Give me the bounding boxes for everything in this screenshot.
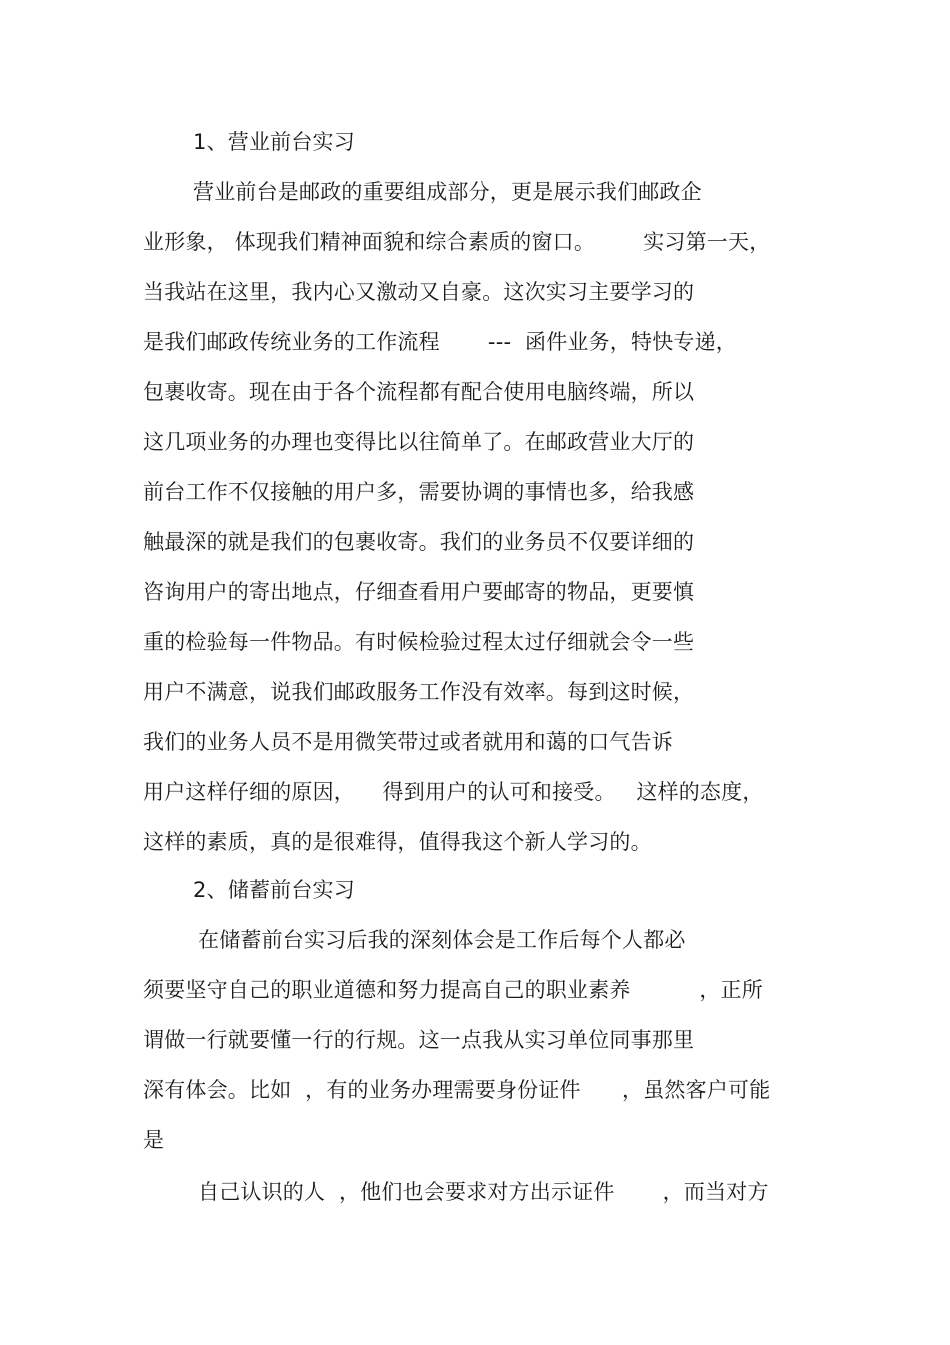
paragraph-line: 谓做一行就要懂一行的行规。这一点我从实习单位同事那里	[143, 1028, 695, 1052]
paragraph-line: 这样的素质，真的是很难得，值得我这个新人学习的。	[143, 830, 652, 854]
paragraph-line: 咨询用户的寄出地点，仔细查看用户要邮寄的物品，更要慎	[143, 580, 695, 604]
paragraph-line: 深有体会。比如 ，有的业务办理需要身份证件 ，虽然客户可能	[143, 1078, 771, 1102]
paragraph-line: 包裹收寄。现在由于各个流程都有配合使用电脑终端，所以	[143, 380, 695, 404]
section-heading-1: 1、营业前台实习	[193, 130, 355, 154]
paragraph-line: 须要坚守自己的职业道德和努力提高自己的职业素养 ，正所	[143, 978, 763, 1002]
paragraph-line: 是	[143, 1128, 165, 1152]
paragraph-line: 这几项业务的办理也变得比以往简单了。在邮政营业大厅的	[143, 430, 695, 454]
paragraph-line: 我们的业务人员不是用微笑带过或者就用和蔼的口气告诉	[143, 730, 673, 754]
paragraph-line: 用户不满意，说我们邮政服务工作没有效率。每到这时候，	[143, 680, 695, 704]
paragraph-line: 营业前台是邮政的重要组成部分，更是展示我们邮政企	[193, 180, 702, 204]
paragraph-line: 重的检验每一件物品。有时候检验过程太过仔细就会令一些	[143, 630, 695, 654]
paragraph-line: 用户这样仔细的原因， 得到用户的认可和接受。 这样的态度，	[143, 780, 764, 804]
paragraph-line: 业形象， 体现我们精神面貌和综合素质的窗口。 实习第一天，	[143, 230, 771, 254]
paragraph-line: 自己认识的人 ，他们也会要求对方出示证件 ，而当对方	[198, 1180, 769, 1204]
paragraph-line: 触最深的就是我们的包裹收寄。我们的业务员不仅要详细的	[143, 530, 695, 554]
paragraph-line: 是我们邮政传统业务的工作流程 --- 函件业务，特快专递，	[143, 330, 738, 354]
paragraph-line: 在储蓄前台实习后我的深刻体会是工作后每个人都必	[198, 928, 686, 952]
paragraph-line: 前台工作不仅接触的用户多，需要协调的事情也多，给我感	[143, 480, 695, 504]
paragraph-line: 当我站在这里，我内心又激动又自豪。这次实习主要学习的	[143, 280, 695, 304]
section-heading-2: 2、储蓄前台实习	[193, 878, 355, 902]
